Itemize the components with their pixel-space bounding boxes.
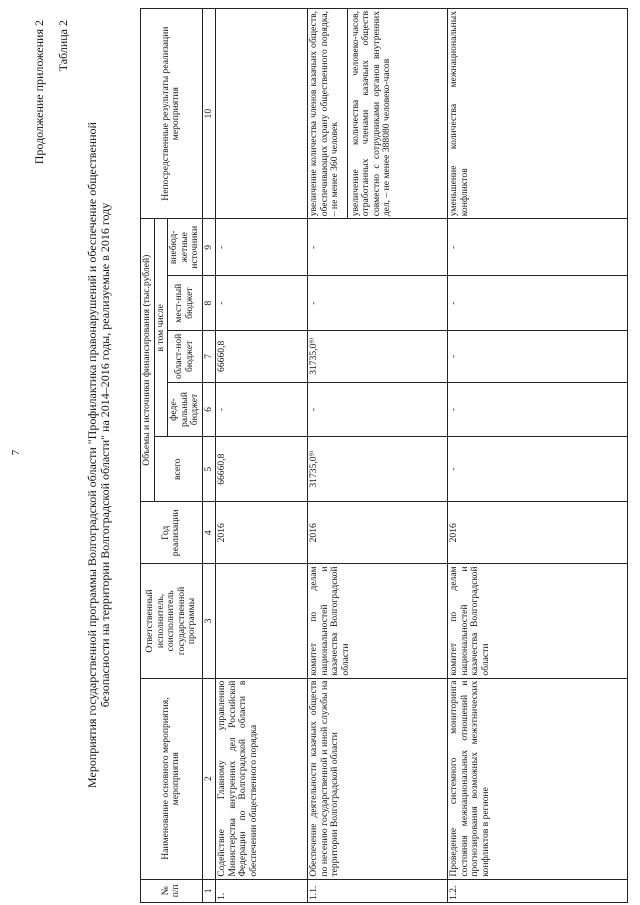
column-number: 8 (202, 276, 216, 330)
header-results: Непосредственные результаты реализации мероприятия (141, 9, 203, 219)
row-regional: 66660,8 (216, 330, 308, 382)
table-row (448, 9, 628, 903)
page-number: 7 (10, 449, 22, 456)
header-total: всего (154, 437, 202, 502)
column-number: 1 (202, 879, 216, 902)
row-name: Обеспечение деятельности казачьих обществ по несению государственной и иной службы на территории Волгоградской области (308, 678, 448, 879)
row-name: Содействие Главному управлению Министерства внутренних дел Российской Федерации по Волгоградской области в обеспечении общественного порядка (216, 678, 308, 879)
table-label: Таблица 2 (56, 20, 70, 72)
row-extra: - (308, 219, 448, 276)
row-local: - (216, 276, 308, 330)
header-local: мест-ный бюджет (168, 276, 203, 330)
row-results (216, 9, 308, 219)
row-results-cell (308, 9, 448, 219)
row-regional: 31735,0⁹⁾ (308, 330, 448, 382)
column-number: 3 (202, 564, 216, 678)
row-executor: комитет по делам национальностей и казачества Волгоградской области (448, 564, 628, 678)
header-federal: феде-ральный бюджет (168, 382, 203, 436)
row-name: Проведение системного мониторинга состояния межнациональных отношений и прогнозирования возможных межэтнических конфликтов в регионе (448, 678, 628, 879)
row-year: 2016 (308, 502, 448, 564)
row-no: 1.2. (448, 879, 628, 902)
column-number: 7 (202, 330, 216, 382)
continuation-label: Продолжение приложения 2 (32, 20, 46, 165)
row-year: 2016 (216, 502, 308, 564)
title-line-1: Мероприятия государственной программы Волгоградской области "Профилактика правонарушений и обеспечение общественной (85, 122, 99, 788)
row-total: 66660,8 (216, 437, 308, 502)
row-no: 1.1. (308, 879, 448, 902)
header-regional: област-ной бюджет (168, 330, 203, 382)
row-extra: - (216, 219, 308, 276)
column-number: 10 (202, 9, 216, 219)
row-federal: - (448, 382, 628, 436)
column-number: 2 (202, 678, 216, 879)
header-no: № п/п (141, 879, 203, 902)
row-executor (216, 564, 308, 678)
measures-table (140, 8, 628, 903)
column-number: 5 (202, 437, 216, 502)
row-regional: - (448, 330, 628, 382)
row-total: - (448, 437, 628, 502)
row-extra: - (448, 219, 628, 276)
column-number: 6 (202, 382, 216, 436)
column-number: 4 (202, 502, 216, 564)
table-row (308, 9, 448, 903)
row-results-2: увеличение количества человеко-часов, отработанных членами казачьих обществ совместно с сотрудниками органов внутренних дел, – не менее 388080 человеко-часов (347, 9, 393, 218)
row-executor: комитет по делам национальностей и казачества Волгоградской области (308, 564, 448, 678)
title-line-2: безопасности на территории Волгоградской области" на 2014–2016 годы, реализуемые в 2016 году (98, 202, 112, 708)
row-results: уменьшение количества межнациональных конфликтов (448, 9, 628, 219)
row-no: 1. (216, 879, 308, 902)
document-title (86, 75, 112, 835)
row-federal: - (216, 382, 308, 436)
row-local: - (448, 276, 628, 330)
row-federal: - (308, 382, 448, 436)
row-year: 2016 (448, 502, 628, 564)
header-year: Год реализации (141, 502, 203, 564)
row-local: - (308, 276, 448, 330)
row-results: увеличение количества членов казачьих обществ, обеспечивающих охрану общественного порядка, – не менее 360 человек (308, 11, 340, 217)
row-total: 31735,0⁹⁾ (308, 437, 448, 502)
header-extra: внебюд-жетные источники (168, 219, 203, 276)
column-number: 9 (202, 219, 216, 276)
header-executor: Ответственный исполнитель, соисполнитель государственной программы (141, 564, 203, 678)
header-name: Наименование основного мероприятия, мероприятия (141, 678, 203, 879)
table-row (216, 9, 308, 903)
header-finance: Объемы и источники финансирования (тыс.рублей) (141, 219, 155, 502)
header-including: в том числе (154, 219, 168, 437)
